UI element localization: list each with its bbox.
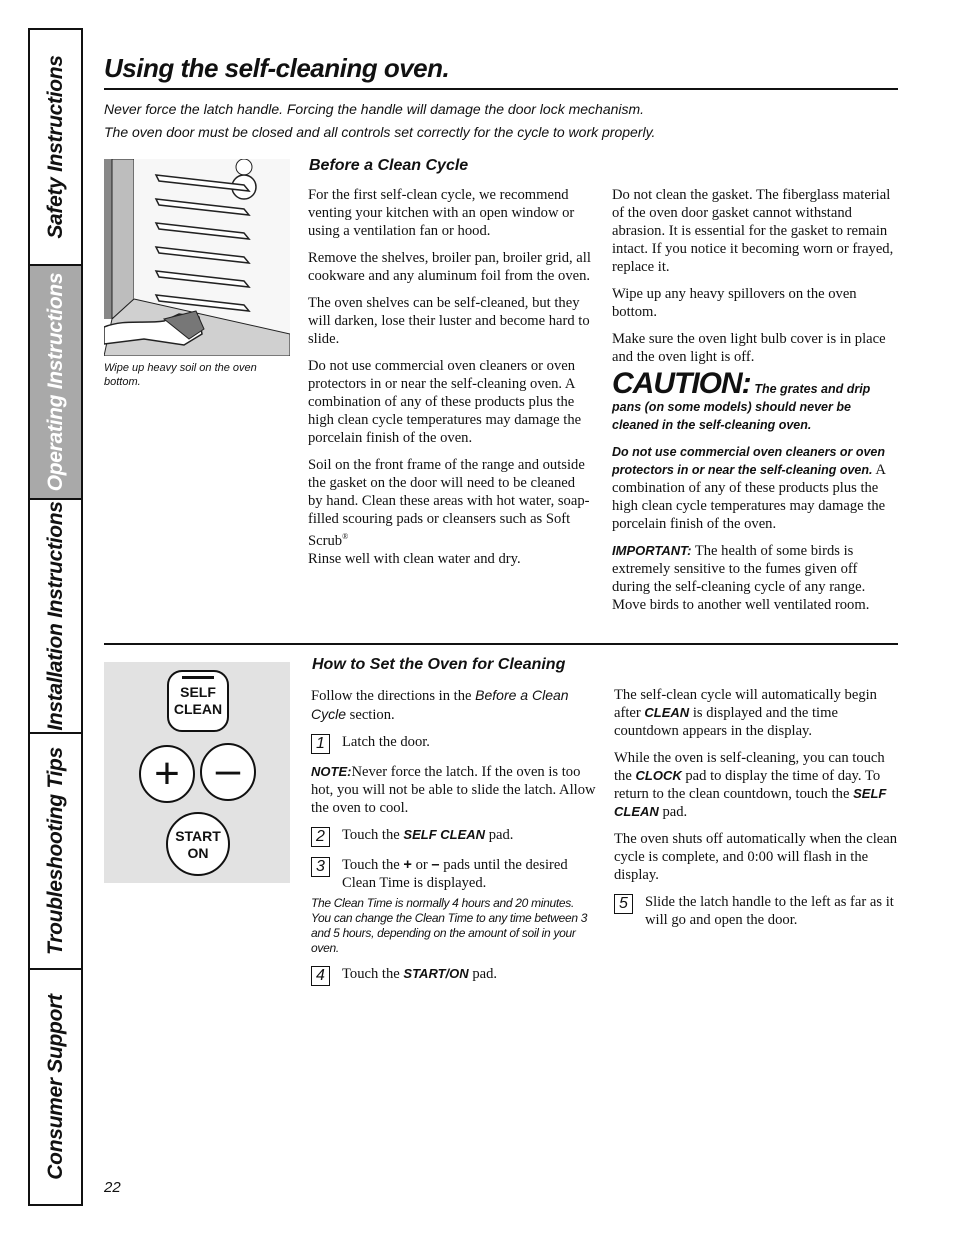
important-label: IMPORTANT: <box>612 543 692 558</box>
section-heading-howto: How to Set the Oven for Cleaning <box>312 656 566 673</box>
step-pre: Touch the <box>342 827 400 843</box>
tab-operating-instructions[interactable] <box>30 266 81 500</box>
step-text: Latch the door. <box>342 734 430 750</box>
clean-time-note: The Clean Time is normally 4 hours and 20 minutes. You can change the Clean Time to any time between 3 and 5 hours, depending on the amount of soil in your oven. <box>311 896 588 955</box>
self-clean-button[interactable] <box>168 684 228 718</box>
paragraph <box>614 749 898 821</box>
follow-paragraph <box>311 686 596 724</box>
tab-troubleshooting-tips[interactable] <box>30 734 81 970</box>
plus-button[interactable]: + <box>154 749 180 798</box>
control-panel-illustration <box>104 662 290 883</box>
step-number: 4 <box>311 966 330 986</box>
note-paragraph <box>311 763 596 817</box>
follow-pre: Follow the directions in the <box>311 688 472 704</box>
tab-consumer-support[interactable] <box>30 970 81 1204</box>
start-label: START <box>175 828 221 844</box>
paragraph: Make sure the oven light bulb cover is in place and the oven light is off. <box>612 331 886 365</box>
step-number: 2 <box>311 827 330 847</box>
warning-text: A combination of any of these products plus the high clean cycle temperatures may damage the porcelain finish of the oven. <box>612 462 886 532</box>
howto-left-column <box>311 686 596 995</box>
on-label: ON <box>187 845 209 861</box>
follow-ref: Before a Clean Cycle <box>311 687 569 722</box>
step-number: 5 <box>614 894 633 914</box>
important-paragraph <box>612 542 898 614</box>
tab-label: Troubleshooting Tips <box>43 747 67 955</box>
note-text: Never force the latch. If the oven is too hot, you will not be able to slide the latch. Allow the oven to cool. <box>311 764 596 816</box>
important-text: The health of some birds is extremely sensitive to the fumes given off during the self-cleaning cycle of any range. Move birds to another well ventilated room. <box>612 543 870 613</box>
tab-label: Consumer Support <box>43 994 67 1180</box>
note-label: NOTE: <box>311 764 352 779</box>
step-1 <box>311 733 596 754</box>
howto-right-column <box>614 686 898 938</box>
step-post: pads until the desired Clean Time is displayed. <box>342 857 568 891</box>
tab-label: Operating Instructions <box>43 272 67 492</box>
paragraph: Do not clean the gasket. The fiberglass material of the oven door gasket cannot withstand abrasion. It is essential for the gasket to remain intact. If you notice it becoming worn or frayed, replace it. <box>612 187 894 275</box>
paragraph-soil <box>308 456 592 568</box>
step-text <box>342 856 596 892</box>
page-number: 22 <box>104 1179 121 1196</box>
registered-mark: ® <box>342 532 349 541</box>
caution-block <box>612 367 898 434</box>
paragraph: Do not use commercial oven cleaners or oven protectors in or near the self-cleaning oven. A combination of any of these products plus the high clean cycle temperatures may damage the porcelain finish of the oven. <box>308 358 582 446</box>
side-navigation-tabs <box>28 28 83 1206</box>
paragraph: Wipe up any heavy spillovers on the oven bottom. <box>612 286 857 320</box>
page-title: Using the self-cleaning oven. <box>104 53 450 83</box>
paragraph: Remove the shelves, broiler pan, broiler grid, all cookware and any aluminum foil from the oven. <box>308 250 591 284</box>
minus-button[interactable]: – <box>215 745 241 794</box>
key-plus: + <box>403 857 412 873</box>
step-5 <box>614 893 898 929</box>
caution-text: The grates and drip pans (on some models) should never be cleaned in the self-cleaning oven. <box>612 382 871 432</box>
warning-bold: Do not use commercial oven cleaners or oven protectors in or near the self-cleaning oven. <box>612 445 886 477</box>
text: pad to display the time of day. To return to the clean countdown, touch the <box>614 768 881 802</box>
step-or: or <box>415 857 428 873</box>
paragraph: For the first self-clean cycle, we recommend venting your kitchen with an open window or using a ventilation fan or hood. <box>308 187 575 239</box>
warning-paragraph <box>612 443 898 533</box>
key-clock: CLOCK <box>635 768 682 783</box>
paragraph: The oven shelves can be self-cleaned, but they will darken, lose their luster and become hard to slide. <box>308 295 590 347</box>
key-self-clean: SELF CLEAN <box>614 786 887 819</box>
step-3 <box>311 856 596 892</box>
self-clean-label-1: SELF <box>180 684 216 700</box>
title-divider <box>104 88 898 90</box>
caution-label: CAUTION: <box>612 367 751 400</box>
tab-label: Safety Instructions <box>43 55 67 239</box>
start-on-button[interactable] <box>167 828 229 862</box>
tab-installation-instructions[interactable] <box>30 500 81 734</box>
step-text <box>342 965 497 983</box>
text: While the oven is self-cleaning, you can touch the <box>614 750 885 784</box>
step-number: 1 <box>311 734 330 754</box>
key-clean: CLEAN <box>644 705 690 720</box>
text: is displayed and the time countdown appears in the display. <box>614 705 838 739</box>
step-post: pad. <box>472 966 498 982</box>
step-pre: Touch the <box>342 966 400 982</box>
self-clean-label-2: CLEAN <box>173 701 223 717</box>
key-minus: – <box>431 857 440 873</box>
paragraph <box>614 686 898 740</box>
step-number: 3 <box>311 857 330 877</box>
before-right-column <box>612 186 898 623</box>
key-self-clean: SELF CLEAN <box>403 827 486 842</box>
text: pad. <box>662 804 688 820</box>
step-pre: Touch the <box>342 857 400 873</box>
paragraph: The oven shuts off automatically when the clean cycle is complete, and 0:00 will flash in the display. <box>614 831 898 883</box>
intro-line-2: The oven door must be closed and all controls set correctly for the cycle to work properly. <box>104 124 656 140</box>
tab-safety-instructions[interactable] <box>30 30 81 266</box>
image-caption: Wipe up heavy soil on the oven bottom. <box>104 362 257 388</box>
before-left-column <box>308 186 592 577</box>
step-2 <box>311 826 596 847</box>
tab-label: Installation Instructions <box>43 501 67 731</box>
key-start-on: START/ON <box>403 966 469 981</box>
oven-cleaning-illustration <box>104 159 290 356</box>
step-post: pad. <box>488 827 514 843</box>
soil-text-end: Rinse well with clean water and dry. <box>308 550 521 567</box>
step-4 <box>311 965 596 986</box>
text: The self-clean cycle will automatically begin after <box>614 687 877 721</box>
follow-post: section. <box>349 707 395 723</box>
section-divider <box>104 643 898 645</box>
intro-line-1: Never force the latch handle. Forcing the handle will damage the door lock mechanism. <box>104 101 645 117</box>
soil-text: Soil on the front frame of the range and outside the gasket on the door will need to be cleaned by hand. Clean these areas with hot water, soap-filled scouring pads or cleansers such as Soft Scrub <box>308 457 590 549</box>
step-text: Slide the latch handle to the left as far as it will go and open the door. <box>645 894 894 928</box>
step-text <box>342 826 513 844</box>
section-heading-before: Before a Clean Cycle <box>309 157 469 174</box>
